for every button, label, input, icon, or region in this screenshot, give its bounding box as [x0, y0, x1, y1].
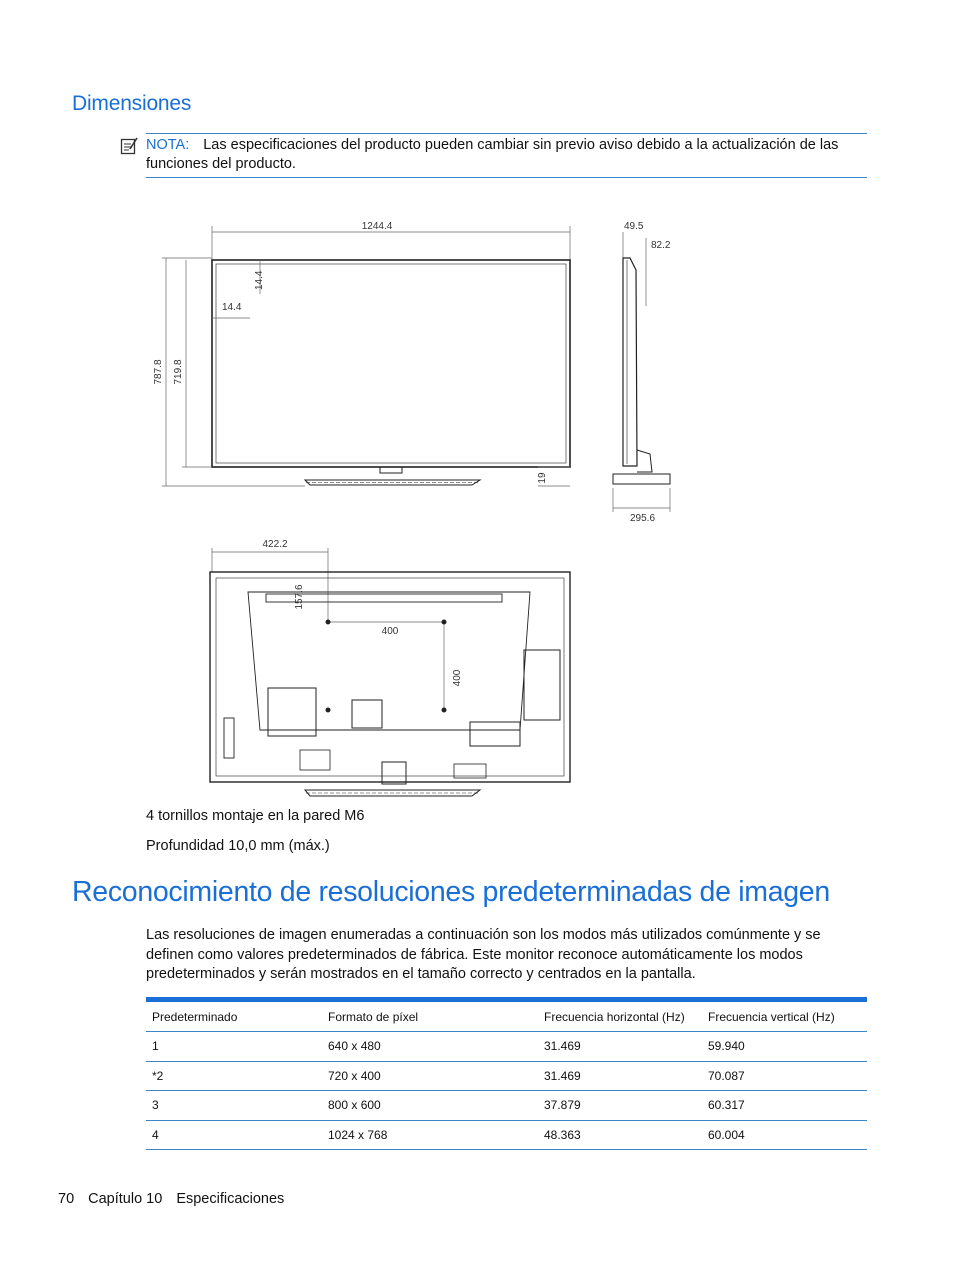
page-number: 70 [58, 1191, 75, 1207]
dim-bottom: 19 [537, 472, 548, 484]
dim-bezel-top: 14.4 [254, 270, 265, 290]
table-row [146, 1061, 867, 1091]
table-cell: 1024 x 768 [322, 1120, 538, 1150]
resolution-table [146, 997, 867, 1150]
chapter-label: Capítulo 10 [88, 1191, 163, 1207]
table-row [146, 1120, 867, 1150]
back-view [210, 548, 570, 796]
dim-center-offset: 422.2 [262, 539, 288, 550]
table-cell: 4 [146, 1120, 322, 1150]
table-header: Formato de píxel [322, 1000, 538, 1032]
dim-panel-height: 719.8 [173, 359, 184, 385]
dim-bezel-side: 14.4 [222, 302, 242, 313]
caption-screws: 4 tornillos montaje en la pared M6 [146, 808, 365, 824]
note-icon [120, 137, 138, 155]
note-label: NOTA: [146, 137, 190, 153]
dim-stand-depth: 295.6 [630, 513, 656, 524]
chapter-title: Especificaciones [176, 1191, 285, 1207]
section-title-resoluciones: Reconocimiento de resoluciones predeterminadas de imagen [72, 876, 830, 908]
table-cell: 70.087 [702, 1061, 867, 1091]
table-cell: 1 [146, 1032, 322, 1062]
dim-side-depth: 49.5 [624, 221, 644, 232]
dim-total-height: 787.8 [153, 359, 164, 385]
dim-mount-v: 400 [452, 669, 463, 687]
table-cell: 31.469 [538, 1061, 702, 1091]
table-row [146, 1091, 867, 1121]
table-header-row [146, 1000, 867, 1032]
table-cell: 37.879 [538, 1091, 702, 1121]
note-box [146, 133, 867, 178]
table-cell: 60.317 [702, 1091, 867, 1121]
table-row [146, 1032, 867, 1062]
table-header: Frecuencia horizontal (Hz) [538, 1000, 702, 1032]
table-cell: 640 x 480 [322, 1032, 538, 1062]
table-cell: 60.004 [702, 1120, 867, 1150]
table-cell: 31.469 [538, 1032, 702, 1062]
table-cell: 3 [146, 1091, 322, 1121]
side-view [613, 232, 670, 512]
section-paragraph: Las resoluciones de imagen enumeradas a continuación son los modos más utilizados comúnmente y se definen como valores predeterminados de fábrica. Este monitor reconoce automáticamente los modos predeterminados y serán mostrados en el tamaño correcto y centrados en la pantalla. [146, 927, 821, 982]
dimensions-drawing [140, 210, 710, 805]
table-cell: 800 x 600 [322, 1091, 538, 1121]
table-cell: 59.940 [702, 1032, 867, 1062]
page-footer [58, 1191, 298, 1207]
table-header: Frecuencia vertical (Hz) [702, 1000, 867, 1032]
table-cell: 48.363 [538, 1120, 702, 1150]
front-view [162, 226, 570, 486]
dim-top-to-mount: 157.6 [294, 584, 305, 610]
dim-width: 1244.4 [361, 221, 393, 232]
table-header: Predeterminado [146, 1000, 322, 1032]
dim-side-offset: 82.2 [651, 240, 671, 251]
caption-depth: Profundidad 10,0 mm (máx.) [146, 838, 330, 854]
table-cell: *2 [146, 1061, 322, 1091]
dim-mount-h: 400 [381, 626, 399, 637]
section-title-dimensiones: Dimensiones [72, 92, 192, 115]
note-text: Las especificaciones del producto pueden cambiar sin previo aviso debido a la actualización de las funciones del producto. [146, 137, 839, 172]
table-cell: 720 x 400 [322, 1061, 538, 1091]
